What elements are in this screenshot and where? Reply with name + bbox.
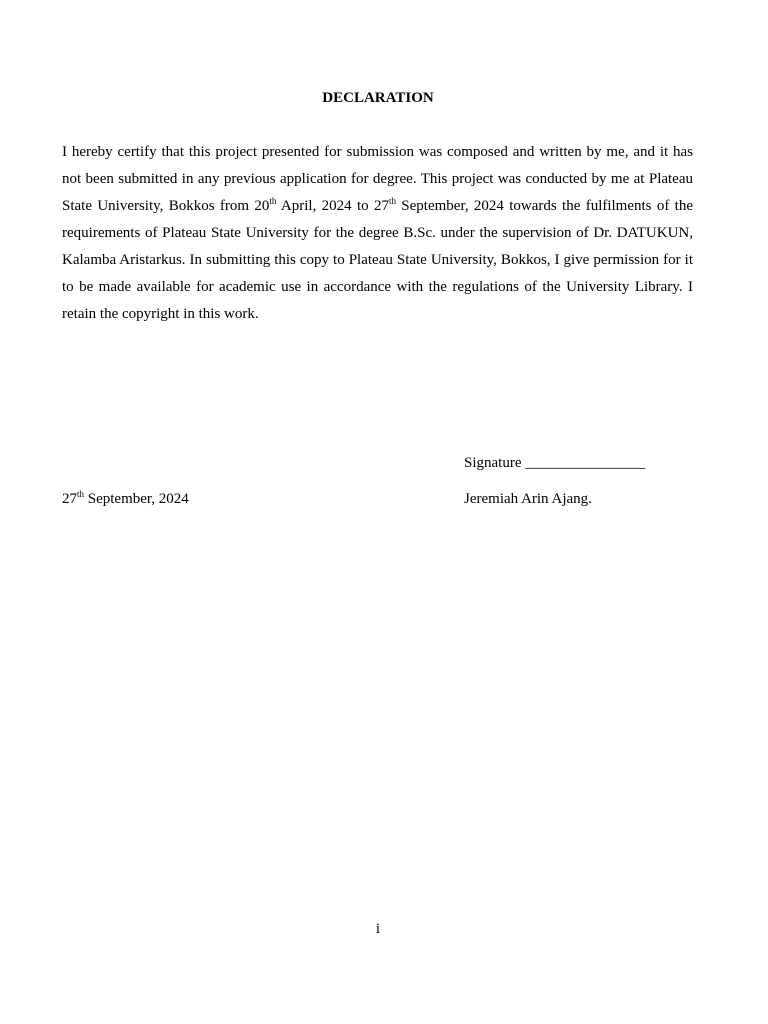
page-title: DECLARATION [322,90,434,106]
date-ordinal-suffix: th [77,489,85,499]
declaration-date [62,489,189,509]
declaration-text-part-3: September, 2024 towards the fulfilments of the requirements of Plateau State University for the degree B.Sc. under the supervision of Dr. DATUKUN, Kalamba Aristarkus. In submitting this copy to Plateau State University, Bokkos, I give permission for it to be made available for academic use in accordance with the regulations of the University Library. I retain the copyright in this work. [62,198,693,322]
ordinal-suffix-end-date: th [388,196,396,206]
date-day: 27 [62,491,77,507]
author-name: Jeremiah Arin Ajang. [464,491,592,507]
page-number: i [375,921,381,937]
declaration-text-part-2: April, 2024 to 27 [276,198,389,214]
ordinal-suffix-start-date: th [269,196,277,206]
declaration-text-part-1: I hereby certify that this project presented for submission was composed and written by me, and it has not been submitted in any previous application for degree. This project was conducted by me at Plateau State University, Bokkos from 20 [62,144,693,214]
signature-line: Signature ________________ [464,455,646,471]
declaration-paragraph [62,139,693,328]
date-month-year: September, 2024 [84,491,189,507]
